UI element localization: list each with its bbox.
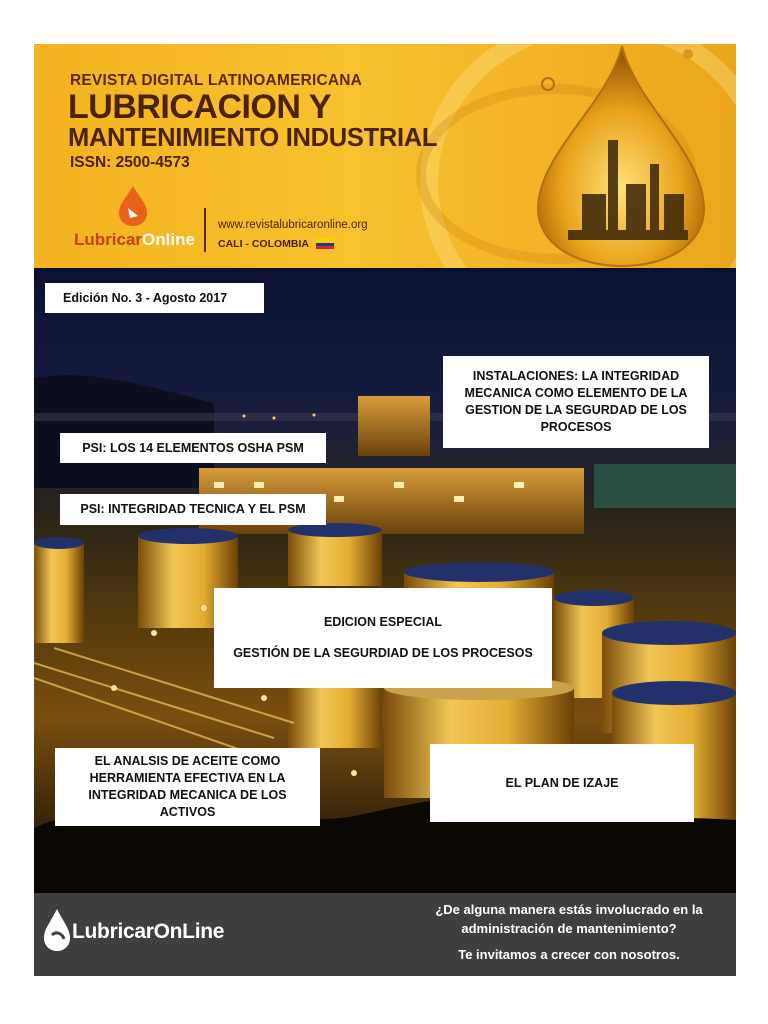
footer-question <box>414 900 724 938</box>
logo-text-part1: Lubricar <box>74 230 143 249</box>
magazine-title-line1: LUBRICACION Y <box>68 88 331 126</box>
article-analisis-aceite[interactable] <box>55 748 320 826</box>
colombia-flag-icon <box>316 238 334 249</box>
edition-text: Edición No. 3 - Agosto 2017 <box>63 290 228 305</box>
footer-question-line: administración de mantenimiento? <box>461 921 677 936</box>
article-line: PROCESOS <box>540 420 612 434</box>
logo-divider <box>204 208 206 252</box>
website-link[interactable]: www.revistalubricaronline.org <box>218 219 368 231</box>
footer-question-line: ¿De alguna manera estás involucrado en la <box>435 902 703 917</box>
article-title: PSI: LOS 14 ELEMENTOS OSHA PSM <box>82 440 304 455</box>
article-line: HERRAMIENTA EFECTIVA EN LA <box>89 771 286 785</box>
article-title: PSI: INTEGRIDAD TECNICA Y EL PSM <box>80 502 306 516</box>
article-line: INTEGRIDAD MECANICA DE LOS <box>88 788 287 802</box>
magazine-title-line2: MANTENIMIENTO INDUSTRIAL <box>68 124 438 152</box>
oil-drop-logo-icon <box>116 184 150 228</box>
special-edition-subtitle: GESTIÓN DE LA SEGURDIAD DE LOS PROCESOS <box>233 646 533 660</box>
article-plan-izaje[interactable] <box>430 744 694 822</box>
article-line: ACTIVOS <box>159 805 216 819</box>
magazine-kicker: REVISTA DIGITAL LATINOAMERICANA <box>70 72 363 89</box>
footer-brand[interactable]: LubricarOnLine <box>72 920 225 943</box>
logo-text-part2: Online <box>142 230 195 249</box>
special-edition-title: EDICION ESPECIAL <box>323 615 443 629</box>
article-line: INSTALACIONES: LA INTEGRIDAD <box>472 369 680 383</box>
article-line: EL ANALSIS DE ACEITE COMO <box>94 754 281 768</box>
oil-drop-logo-icon <box>42 907 72 953</box>
article-title: EL PLAN DE IZAJE <box>505 775 619 790</box>
article-instalaciones[interactable] <box>443 356 709 448</box>
article-psi-integridad-tecnica[interactable] <box>60 494 326 525</box>
article-edicion-especial[interactable] <box>214 588 552 688</box>
magazine-banner <box>34 44 736 268</box>
refinery-oil-drop-icon <box>508 44 708 268</box>
lubricaronline-logo[interactable] <box>74 230 195 250</box>
footer-invite: Te invitamos a crecer con nosotros. <box>458 947 680 962</box>
location-label: CALI - COLOMBIA <box>218 238 309 250</box>
footer-bar <box>34 893 736 976</box>
issn-number: ISSN: 2500-4573 <box>70 154 190 171</box>
edition-label <box>45 283 264 313</box>
article-psi-14-elementos[interactable] <box>60 433 326 463</box>
article-line: GESTION DE LA SEGURDAD DE LOS <box>465 403 687 417</box>
article-line: MECANICA COMO ELEMENTO DE LA <box>464 386 688 400</box>
